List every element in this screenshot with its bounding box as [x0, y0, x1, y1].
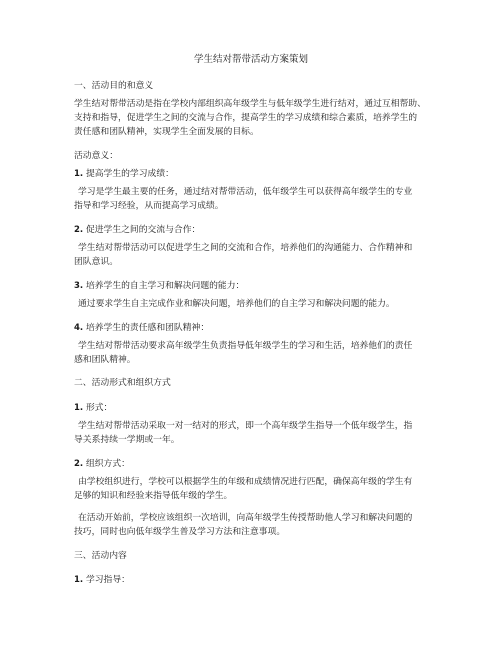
paragraph-line: 感和团队精神。 — [74, 355, 136, 365]
list-item-title: 提高学生的学习成绩： — [83, 169, 174, 179]
paragraph-line: 学生结对帮带活动是指在学校内部组织高年级学生与低年级学生进行结对，通过互相帮助、 — [74, 99, 426, 109]
list-number: 1. — [74, 575, 84, 585]
list-item-title: 培养学生的自主学习和解决问题的能力： — [83, 281, 245, 291]
section-heading-1: 一、活动目的和意义 — [74, 81, 154, 91]
list-number: 1. — [74, 403, 84, 413]
paragraph-line: 学生结对帮带活动要求高年级学生负责指导低年级学生的学习和生活，培养他们的责任 — [78, 341, 413, 351]
list-item-title: 促进学生之间的交流与合作： — [83, 225, 201, 235]
meaning-label: 活动意义： — [74, 151, 118, 161]
paragraph-line: 责任感和团队精神，实现学生全面发展的目标。 — [74, 127, 259, 137]
paragraph-line: 通过要求学生自主完成作业和解决问题，培养他们的自主学习和解决问题的能力。 — [78, 299, 395, 309]
section-heading-3: 三、活动内容 — [74, 551, 127, 561]
list-number: 1. — [74, 169, 84, 179]
list-item-heading — [74, 458, 130, 470]
document-title: 学生结对帮带活动方案策划 — [193, 54, 308, 65]
list-item-title: 培养学生的责任感和团队精神： — [83, 323, 210, 333]
paragraph-line: 学习是学生最主要的任务，通过结对帮带活动，低年级学生可以获得高年级学生的专业 — [78, 187, 413, 197]
paragraph-line: 学生结对帮带活动可以促进学生之间的交流和合作，培养他们的沟通能力、合作精神和 — [78, 243, 413, 253]
list-item-heading — [74, 168, 174, 180]
list-number: 2. — [74, 459, 84, 469]
list-item-heading — [74, 574, 130, 586]
paragraph-line: 学生结对帮带活动采取一对一结对的形式，即一个高年级学生指导一个低年级学生，指 — [78, 421, 413, 431]
paragraph-line: 支持和指导，促进学生之间的交流与合作，提高学生的学习成绩和综合素质，培养学生的 — [74, 113, 418, 123]
paragraph-line: 指导和学习经验，从而提高学习成绩。 — [74, 201, 224, 211]
paragraph-line: 足够的知识和经验来指导低年级的学生。 — [74, 491, 233, 501]
paragraph-line: 团队意识。 — [74, 257, 118, 267]
list-item-heading — [74, 322, 209, 334]
paragraph-line: 技巧，同时也向低年级学生普及学习方法和注意事项。 — [74, 527, 286, 537]
list-item-heading — [74, 280, 244, 292]
paragraph-line: 导关系持续一学期或一年。 — [74, 435, 180, 445]
list-item-title: 组织方式： — [83, 459, 130, 469]
list-item-heading — [74, 224, 200, 236]
list-number: 4. — [74, 323, 84, 333]
list-number: 2. — [74, 225, 84, 235]
list-item-heading — [74, 402, 112, 414]
paragraph-line: 由学校组织进行，学校可以根据学生的年级和成绩情况进行匹配，确保高年级的学生有 — [78, 477, 413, 487]
paragraph-line: 在活动开始前，学校应该组织一次培训，向高年级学生传授帮助他人学习和解决问题的 — [78, 513, 413, 523]
section-heading-2: 二、活动形式和组织方式 — [74, 378, 171, 388]
list-item-title: 形式： — [83, 403, 113, 413]
list-number: 3. — [74, 281, 84, 291]
list-item-title: 学习指导： — [83, 575, 130, 585]
